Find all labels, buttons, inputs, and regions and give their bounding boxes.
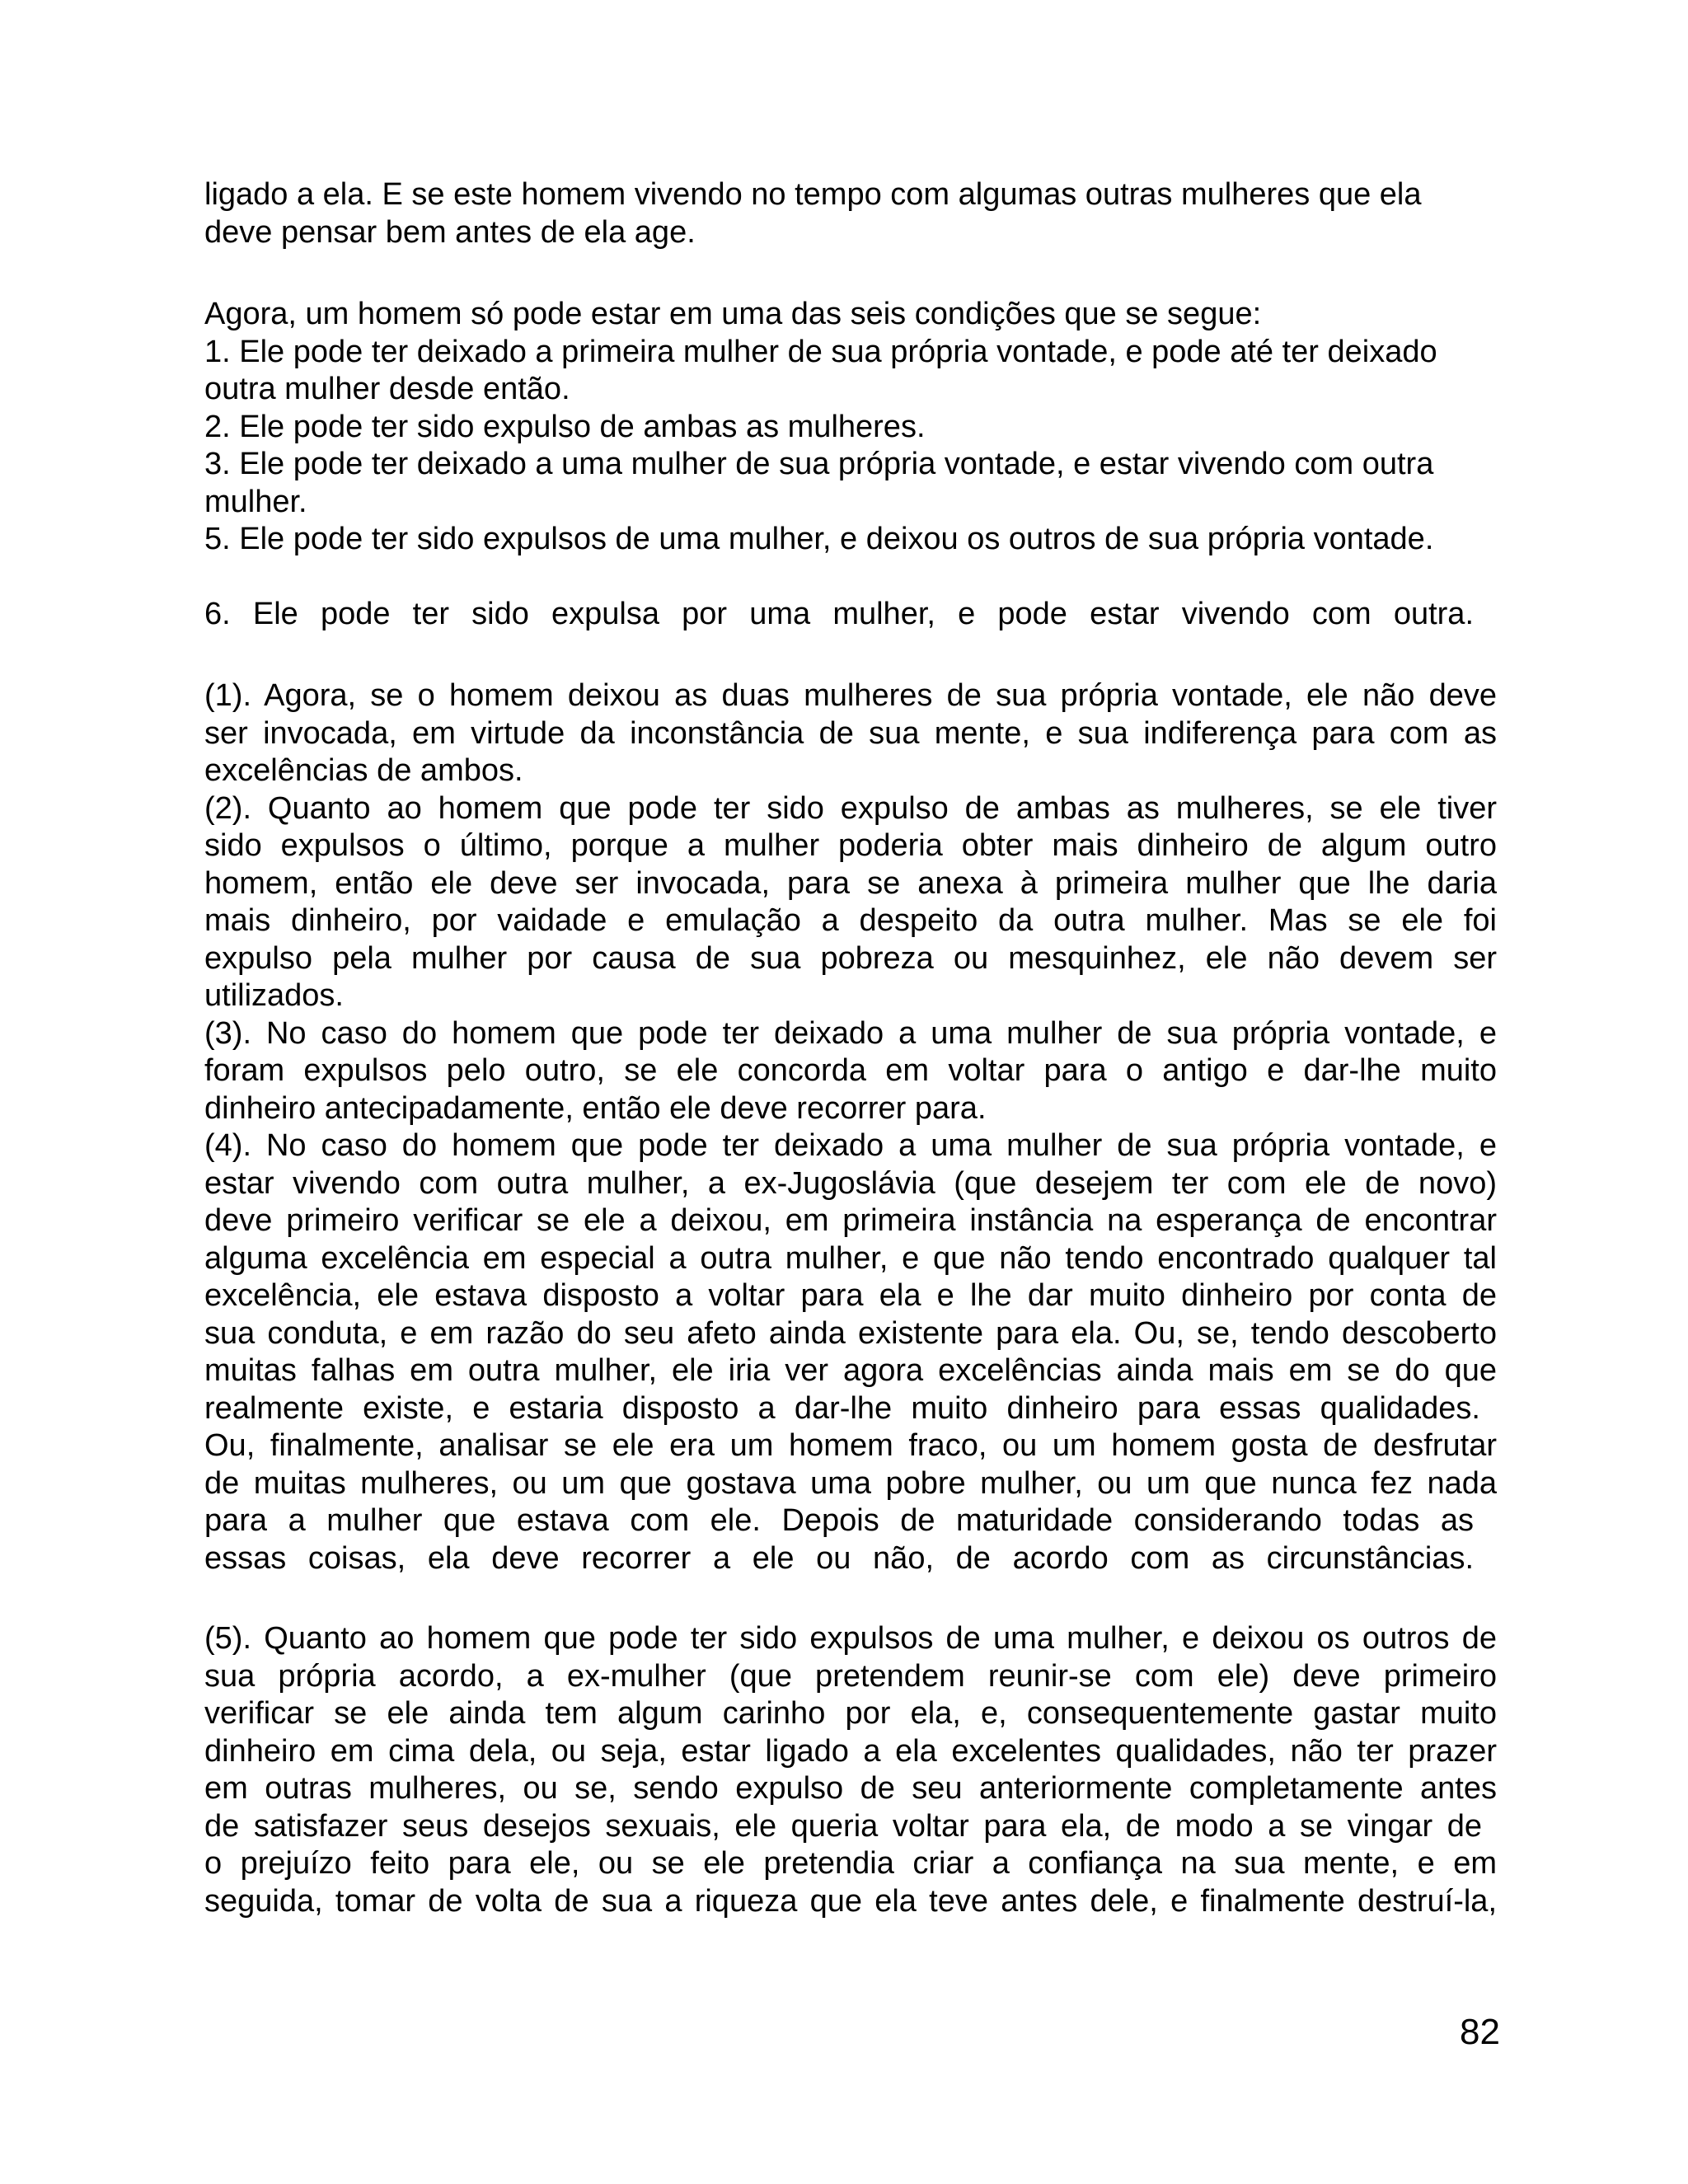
case-line: excelências de ambos.: [204, 753, 523, 788]
case-line: de muitas mulheres, ou um que gostava uma pobre mulher, ou um que nunca fez nada: [204, 1465, 1497, 1501]
case-line: em outras mulheres, ou se, sendo expulso de seu anteriormente completamente antes: [204, 1771, 1497, 1806]
case-line: (3). No caso do homem que pode ter deixado a uma mulher de sua própria vontade, e: [204, 1015, 1497, 1051]
case-line: estar vivendo com outra mulher, a ex-Jugoslávia (que desejem ter com ele de novo): [204, 1165, 1497, 1201]
case-line: (2). Quanto ao homem que pode ter sido expulso de ambas as mulheres, se ele tiver: [204, 790, 1497, 826]
opening-paragraph: [204, 176, 1497, 251]
case-line: ser invocada, em virtude da inconstância de sua mente, e sua indiferença para com as: [204, 715, 1497, 751]
case-line: essas coisas, ela deve recorrer a ele ou não, de acordo com as circunstâncias.: [204, 1540, 1474, 1576]
case-line: alguma excelência em especial a outra mulher, e que não tendo encontrado qualquer tal: [204, 1240, 1497, 1276]
case-line: (4). No caso do homem que pode ter deixado a uma mulher de sua própria vontade, e: [204, 1128, 1497, 1163]
condition-item: 3. Ele pode ter deixado a uma mulher de sua própria vontade, e estar vivendo com outra: [204, 447, 1434, 481]
conditions-section: [204, 296, 1497, 559]
case-line: dinheiro antecipadamente, então ele deve recorrer para.: [204, 1090, 987, 1126]
text-line: deve pensar bem antes de ela age.: [204, 214, 696, 250]
case-line: mais dinheiro, por vaidade e emulação a despeito da outra mulher. Mas se ele foi: [204, 903, 1497, 938]
case-line: dinheiro em cima dela, ou seja, estar ligado a ela excelentes qualidades, não ter prazer: [204, 1733, 1497, 1769]
condition-item-continuation: mulher.: [204, 484, 307, 519]
case-line: sua própria acordo, a ex-mulher (que pretendem reunir-se com ele) deve primeiro: [204, 1658, 1497, 1694]
case-line: utilizados.: [204, 978, 344, 1013]
condition-item: 1. Ele pode ter deixado a primeira mulher de sua própria vontade, e pode até ter deixado: [204, 334, 1437, 369]
case-line: o prejuízo feito para ele, ou se ele pretendia criar a confiança na sua mente, e em: [204, 1846, 1497, 1881]
case-five: [204, 1620, 1497, 1920]
case-line: expulso pela mulher por causa de sua pobreza ou mesquinhez, ele não devem ser: [204, 940, 1497, 976]
case-line: (1). Agora, se o homem deixou as duas mulheres de sua própria vontade, ele não deve: [204, 678, 1497, 713]
condition-item-continuation: outra mulher desde então.: [204, 372, 570, 406]
cases-section: [204, 677, 1497, 1577]
page-number: 82: [1460, 2012, 1500, 2052]
condition-item: 5. Ele pode ter sido expulsos de uma mulher, e deixou os outros de sua própria vontade.: [204, 522, 1434, 556]
case-line: para a mulher que estava com ele. Depois de maturidade considerando todas as: [204, 1503, 1474, 1538]
case-line: sua conduta, e em razão do seu afeto ainda existente para ela. Ou, se, tendo descoberto: [204, 1315, 1497, 1351]
text-line: ligado a ela. E se este homem vivendo no tempo com algumas outras mulheres que ela: [204, 177, 1422, 212]
condition-item: 2. Ele pode ter sido expulso de ambas as mulheres.: [204, 409, 926, 444]
case-line: muitas falhas em outra mulher, ele iria ver agora excelências ainda mais em se do que: [204, 1353, 1497, 1388]
conditions-intro: Agora, um homem só pode estar em uma das seis condições que se segue:: [204, 297, 1262, 331]
case-line: foram expulsos pelo outro, se ele concorda em voltar para o antigo e dar-lhe muito: [204, 1053, 1497, 1088]
case-line: Ou, finalmente, analisar se ele era um homem fraco, ou um homem gosta de desfrutar: [204, 1428, 1497, 1463]
case-line: verificar se ele ainda tem algum carinho por ela, e, consequentemente gastar muito: [204, 1696, 1497, 1731]
case-line: sido expulsos o último, porque a mulher poderia obter mais dinheiro de algum outro: [204, 828, 1497, 863]
case-line: deve primeiro verificar se ele a deixou, em primeira instância na esperança de encontrar: [204, 1203, 1497, 1238]
condition-six: [204, 596, 1474, 634]
condition-item: 6. Ele pode ter sido expulsa por uma mulher, e pode estar vivendo com outra.: [204, 597, 1474, 631]
case-line: de satisfazer seus desejos sexuais, ele queria voltar para ela, de modo a se vingar de: [204, 1808, 1482, 1844]
case-line: homem, então ele deve ser invocada, para se anexa à primeira mulher que lhe daria: [204, 865, 1497, 901]
case-line: excelência, ele estava disposto a voltar para ela e lhe dar muito dinheiro por conta de: [204, 1278, 1497, 1313]
case-line: seguida, tomar de volta de sua a riqueza que ela teve antes dele, e finalmente destruí-la,: [204, 1883, 1497, 1919]
case-line: realmente existe, e estaria disposto a dar-lhe muito dinheiro para essas qualidades.: [204, 1390, 1480, 1426]
case-line: (5). Quanto ao homem que pode ter sido expulsos de uma mulher, e deixou os outros de: [204, 1621, 1497, 1656]
